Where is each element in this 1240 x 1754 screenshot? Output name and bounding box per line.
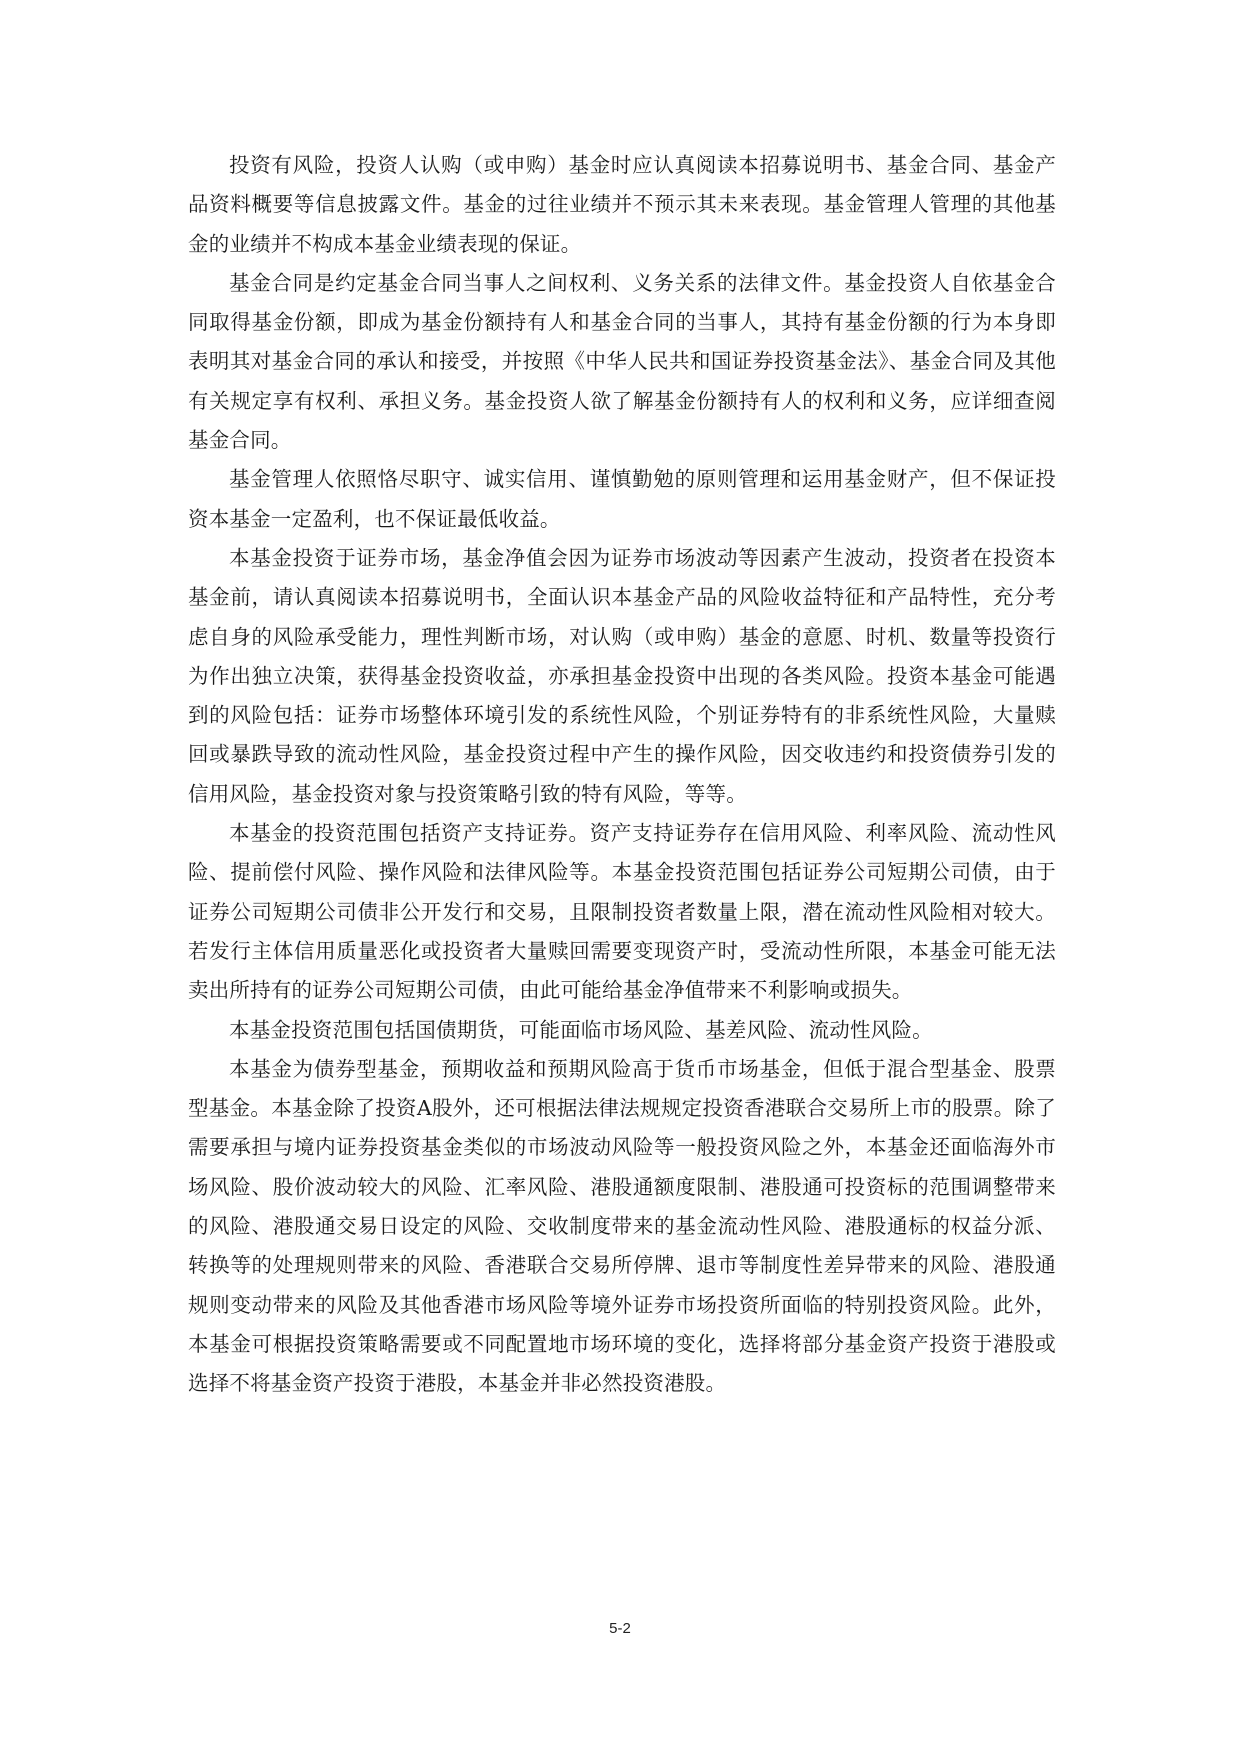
paragraph-futures-risk: 本基金投资范围包括国债期货，可能面临市场风险、基差风险、流动性风险。 <box>229 1017 933 1042</box>
paragraph-risk-disclosure: 投资有风险，投资人认购（或申购）基金时应认真阅读本招募说明书、基金合同、基金产品资料概要等信息披露文件。基金的过往业绩并不预示其未来表现。基金管理人管理的其他基金的业绩并不构成本基金业绩表现的保证。 <box>188 153 1056 256</box>
paragraph-abs-risk: 本基金的投资范围包括资产支持证券。资产支持证券存在信用风险、利率风险、流动性风险、提前偿付风险、操作风险和法律风险等。本基金投资范围包括证券公司短期公司债，由于证券公司短期公司债非公开发行和交易，且限制投资者数量上限，潜在流动性风险相对较大。若发行主体信用质量恶化或投资者大量赎回需要变现资产时，受流动性所限，本基金可能无法卖出所持有的证券公司短期公司债，由此可能给基金净值带来不利影响或损失。 <box>188 821 1056 1003</box>
paragraph-manager-duty: 基金管理人依照恪尽职守、诚实信用、谨慎勤勉的原则管理和运用基金财产，但不保证投资本基金一定盈利，也不保证最低收益。 <box>188 467 1056 531</box>
document-body <box>188 146 1056 1404</box>
paragraph-market-risk: 本基金投资于证券市场，基金净值会因为证券市场波动等因素产生波动，投资者在投资本基金前，请认真阅读本招募说明书，全面认识本基金产品的风险收益特征和产品特性，充分考虑自身的风险承受能力，理性判断市场，对认购（或申购）基金的意愿、时机、数量等投资行为作出独立决策，获得基金投资收益，亦承担基金投资中出现的各类风险。投资本基金可能遇到的风险包括：证券市场整体环境引发的系统性风险，个别证券特有的非系统性风险，大量赎回或暴跌导致的流动性风险，基金投资过程中产生的操作风险，因交收违约和投资债券引发的信用风险，基金投资对象与投资策略引致的特有风险，等等。 <box>188 545 1056 806</box>
paragraph-fund-contract: 基金合同是约定基金合同当事人之间权利、义务关系的法律文件。基金投资人自依基金合同取得基金份额，即成为基金份额持有人和基金合同的当事人，其持有基金份额的行为本身即表明其对基金合同的承认和接受，并按照《中华人民共和国证券投资基金法》、基金合同及其他有关规定享有权利、承担义务。基金投资人欲了解基金份额持有人的权利和义务，应详细查阅基金合同。 <box>188 270 1056 453</box>
page-number: 5-2 <box>609 1620 631 1637</box>
paragraph-fund-type-risk: 本基金为债券型基金，预期收益和预期风险高于货币市场基金，但低于混合型基金、股票型基金。本基金除了投资A股外，还可根据法律法规规定投资香港联合交易所上市的股票。除了需要承担与境内证券投资基金类似的市场波动风险等一般投资风险之外，本基金还面临海外市场风险、股价波动较大的风险、汇率风险、港股通额度限制、港股通可投资标的范围调整带来的风险、港股通交易日设定的风险、交收制度带来的基金流动性风险、港股通标的权益分派、转换等的处理规则带来的风险、香港联合交易所停牌、退市等制度性差异带来的风险、港股通规则变动带来的风险及其他香港市场风险等境外证券市场投资所面临的特别投资风险。此外，本基金可根据投资策略需要或不同配置地市场环境的变化，选择将部分基金资产投资于港股或选择不将基金资产投资于港股，本基金并非必然投资港股。 <box>188 1056 1056 1396</box>
